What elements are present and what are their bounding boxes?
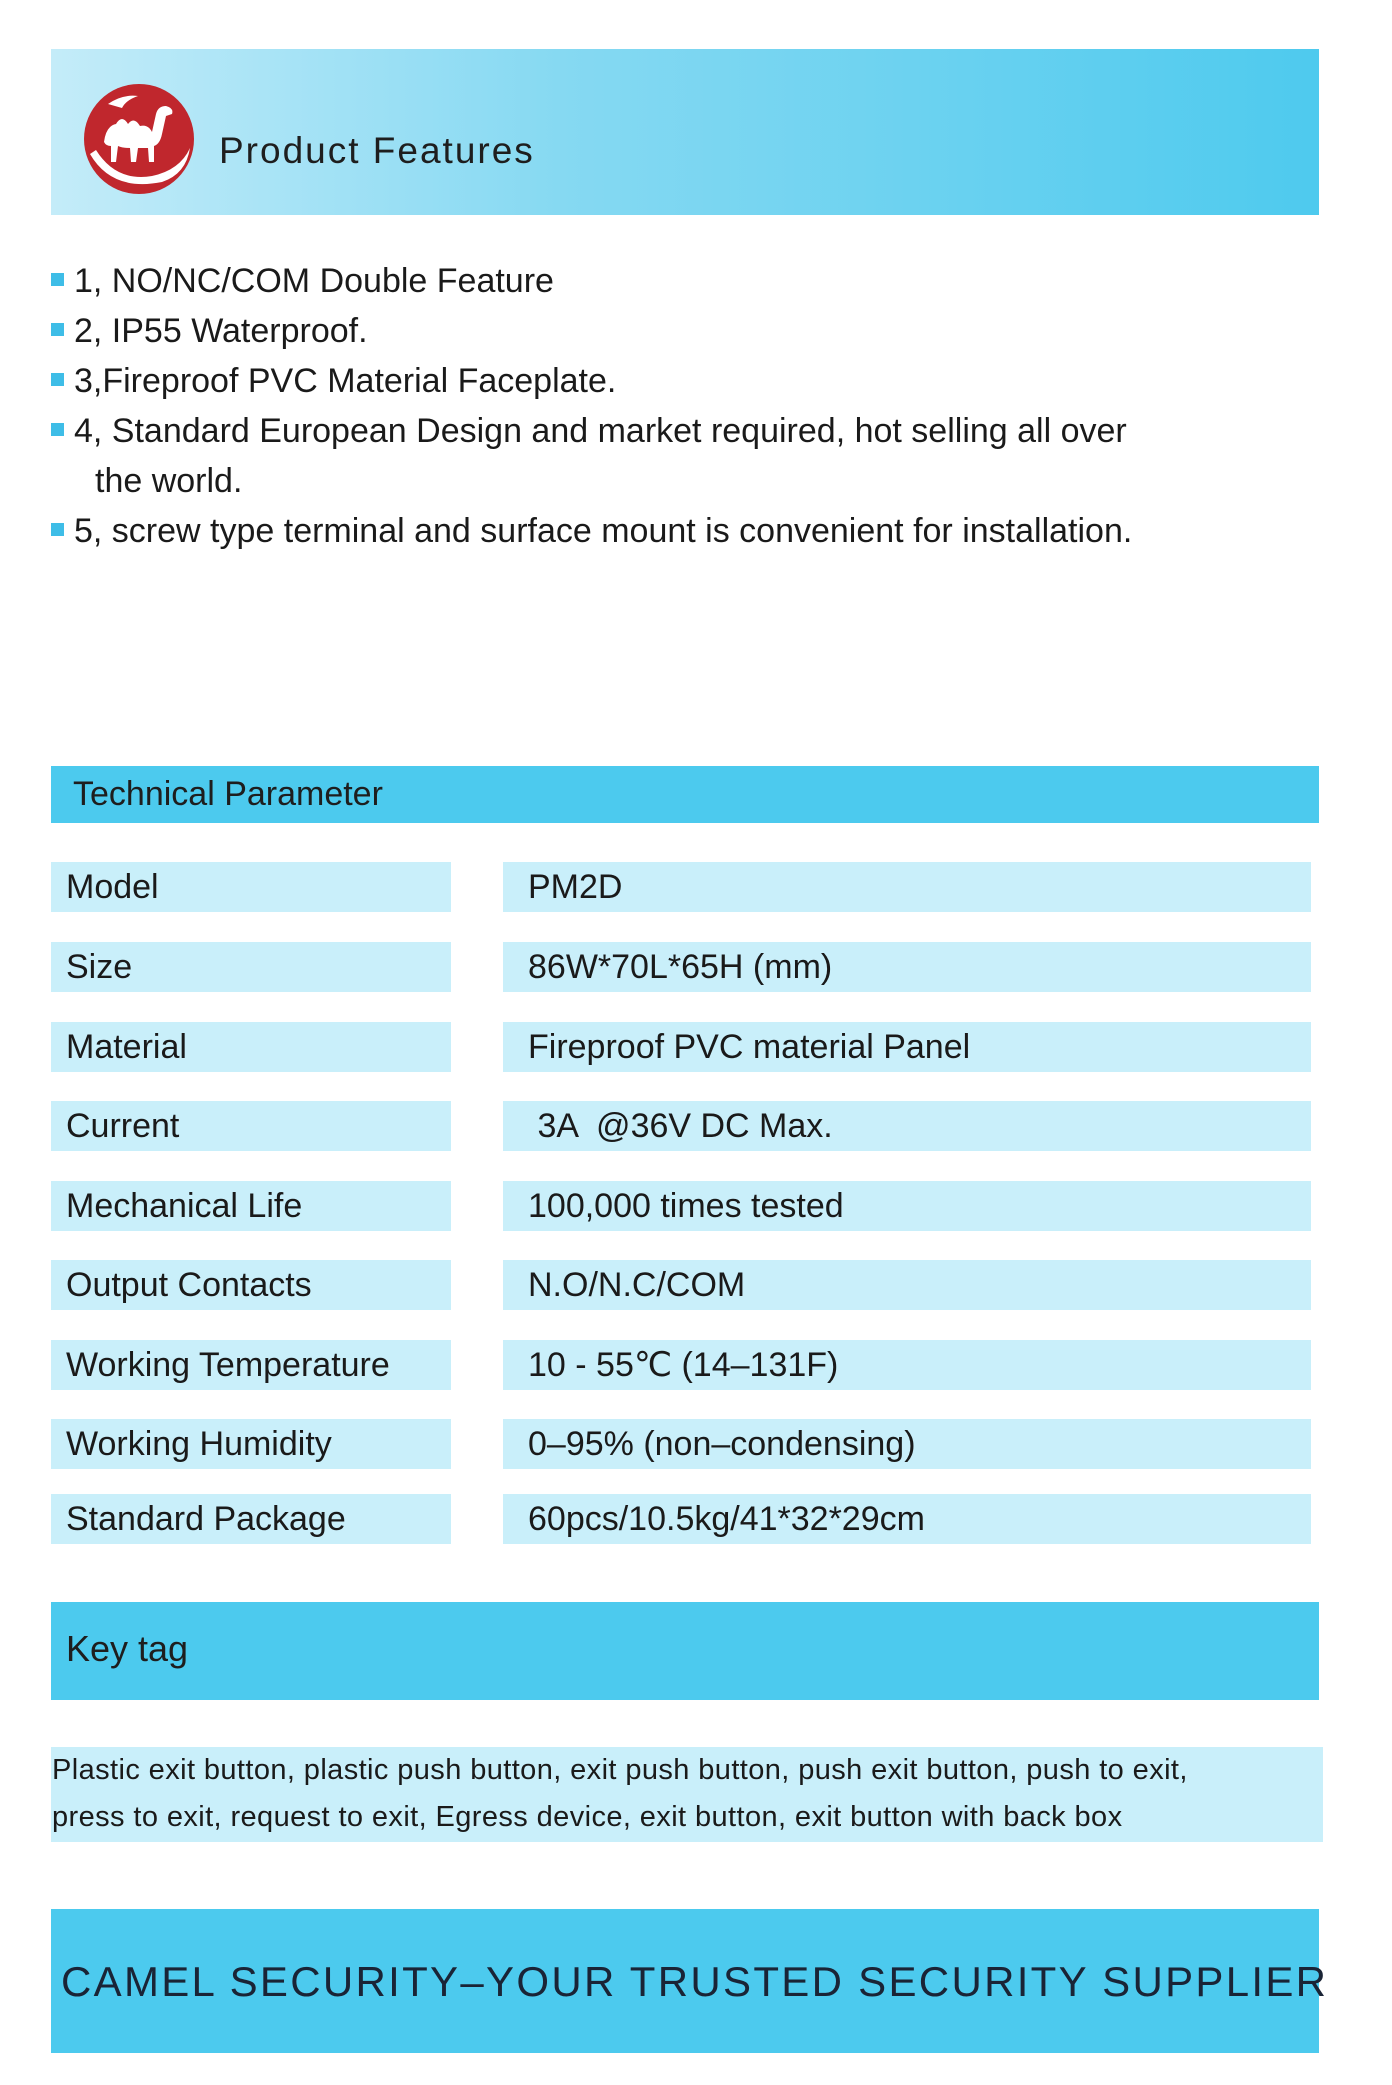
parameter-row xyxy=(0,862,1392,912)
feature-item xyxy=(51,356,1351,406)
parameter-label: Current xyxy=(51,1101,451,1151)
parameter-value: Fireproof PVC material Panel xyxy=(503,1022,1311,1072)
feature-text: 2, IP55 Waterproof. xyxy=(74,312,368,350)
feature-text: 3,Fireproof PVC Material Faceplate. xyxy=(74,362,617,400)
key-tag-text-box xyxy=(51,1747,1323,1842)
parameter-value: 0–95% (non–condensing) xyxy=(503,1419,1311,1469)
key-tag-line: press to exit, request to exit, Egress device, exit button, exit button with back box xyxy=(52,1801,1123,1833)
parameter-label: Model xyxy=(51,862,451,912)
parameter-value: 100,000 times tested xyxy=(503,1181,1311,1231)
square-bullet-icon xyxy=(51,373,64,386)
parameter-value: PM2D xyxy=(503,862,1311,912)
slogan-text: CAMEL SECURITY–YOUR TRUSTED SECURITY SUPPLIER xyxy=(61,1958,1329,2005)
feature-item xyxy=(51,256,1351,306)
key-tag-line: Plastic exit button, plastic push button, exit push button, push exit button, push to exit, xyxy=(52,1754,1188,1786)
camel-logo-icon xyxy=(82,84,196,194)
feature-item xyxy=(51,406,1351,506)
parameter-row xyxy=(0,942,1392,992)
square-bullet-icon xyxy=(51,323,64,336)
technical-parameter-title: Technical Parameter xyxy=(73,775,383,813)
feature-item xyxy=(51,306,1351,356)
parameter-label: Working Temperature xyxy=(51,1340,451,1390)
feature-text: 5, screw type terminal and surface mount is convenient for installation. xyxy=(74,512,1133,550)
feature-text-continuation: the world. xyxy=(95,462,243,500)
parameter-value: N.O/N.C/COM xyxy=(503,1260,1311,1310)
feature-list xyxy=(51,256,1351,556)
parameter-label: Mechanical Life xyxy=(51,1181,451,1231)
product-features-title: Product Features xyxy=(219,130,535,171)
parameter-label: Size xyxy=(51,942,451,992)
parameter-row xyxy=(0,1101,1392,1151)
feature-item xyxy=(51,506,1351,556)
parameter-value: 86W*70L*65H (mm) xyxy=(503,942,1311,992)
parameter-row xyxy=(0,1260,1392,1310)
key-tag-title: Key tag xyxy=(66,1628,189,1669)
parameter-value: 60pcs/10.5kg/41*32*29cm xyxy=(503,1494,1311,1544)
square-bullet-icon xyxy=(51,423,64,436)
parameter-label: Working Humidity xyxy=(51,1419,451,1469)
parameter-value: 3A @36V DC Max. xyxy=(503,1101,1311,1151)
parameter-label: Material xyxy=(51,1022,451,1072)
parameter-row xyxy=(0,1419,1392,1469)
square-bullet-icon xyxy=(51,273,64,286)
parameter-row xyxy=(0,1494,1392,1544)
parameter-row xyxy=(0,1181,1392,1231)
parameter-label: Output Contacts xyxy=(51,1260,451,1310)
feature-text: 4, Standard European Design and market required, hot selling all over xyxy=(74,412,1127,450)
parameter-value: 10 - 55℃ (14–131F) xyxy=(503,1340,1311,1390)
feature-text: 1, NO/NC/COM Double Feature xyxy=(74,262,554,300)
parameter-row xyxy=(0,1340,1392,1390)
square-bullet-icon xyxy=(51,523,64,536)
key-tag-header xyxy=(51,1602,1319,1700)
parameter-label: Standard Package xyxy=(51,1494,451,1544)
parameter-row xyxy=(0,1022,1392,1072)
